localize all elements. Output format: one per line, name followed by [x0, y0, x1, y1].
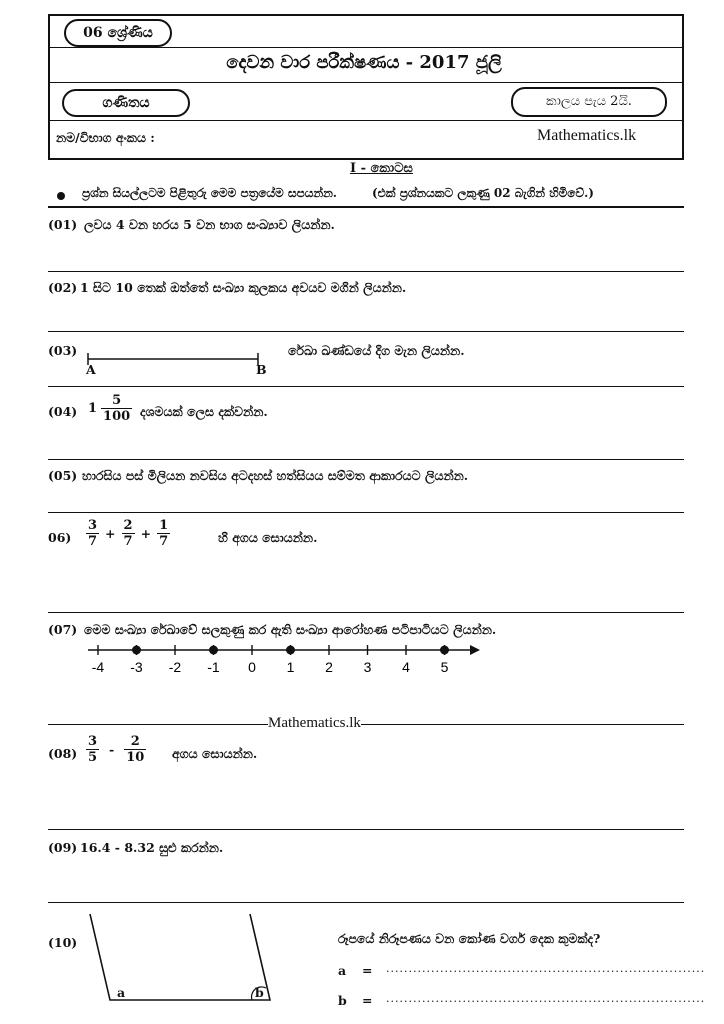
answer-line [48, 512, 684, 513]
point-a-label: A [86, 362, 96, 377]
answer-line [48, 724, 684, 725]
answer-b-dots: ....................................................................... [386, 992, 706, 1005]
answer-line [48, 271, 684, 272]
q06-expression [86, 518, 170, 549]
q06-f3-num: 1 [159, 518, 169, 533]
instruction: ප්‍රශ්න සියල්ලටම පිළිතුරු මෙම පත්‍රයේම සපයන්න. [82, 186, 337, 200]
q04-whole: 1 [88, 401, 98, 416]
q02-text: 1 සිට 10 තෙක් ඔත්තේ සංඛ්‍යා කුලකය අවයව මගින් ලියන්න. [80, 280, 407, 295]
number-line-label: 2 [325, 659, 333, 675]
q08-expression [86, 734, 146, 765]
q06-text: හි අගය සොයන්න. [218, 530, 318, 545]
number-line-label: -2 [168, 659, 182, 675]
q04-mixed-number [88, 393, 132, 424]
parallelogram-figure [80, 908, 280, 1018]
q09-number: (09) [48, 840, 78, 855]
answer-a-label: a [338, 963, 347, 978]
q08-f2-den: 10 [126, 750, 145, 765]
number-line-label: 3 [363, 659, 372, 675]
number-line-label: 5 [440, 659, 449, 675]
plus-sign: + [105, 526, 116, 541]
number-line-marked-point [286, 646, 295, 655]
number-line-label: -4 [91, 659, 105, 675]
q08-f2-num: 2 [130, 734, 140, 749]
plus-sign: + [140, 526, 152, 541]
q06-f1-num: 3 [88, 518, 98, 533]
number-line [82, 638, 492, 680]
q08-f1-num: 3 [88, 734, 98, 749]
q04-denominator: 100 [103, 409, 131, 424]
watermark-logo: Mathematics.lk [268, 715, 361, 731]
angle-a-label: a [117, 985, 126, 1000]
number-line-marked-point [209, 646, 218, 655]
q06-f3-den: 7 [159, 534, 169, 549]
q10-number: (10) [48, 935, 78, 950]
answer-line [48, 459, 684, 460]
exam-title: දෙවන වාර පරීක්ෂණය - 2017 ජූලි [226, 52, 502, 73]
number-line-label: 0 [248, 659, 256, 675]
q01-text: ලවය 4 වන හරය 5 වන භාග සංඛ්‍යාව ලියන්න. [84, 217, 335, 232]
answer-line [48, 386, 684, 387]
number-line-label: -3 [130, 659, 143, 675]
q06-f1-den: 7 [88, 534, 98, 549]
q03-text: රේඛා ඛණ්ඩයේ දිග මැන ලියන්න. [288, 343, 465, 358]
instruction-marks: (එක් ප්‍රශ්නයකට ලකුණු 02 බැගින් හිමිවේ.) [372, 186, 594, 200]
q04-text: දශමයක් ලෙස දක්වන්න. [140, 404, 268, 419]
section-title: I - කොටස [350, 161, 413, 176]
bullet-icon [57, 192, 65, 200]
number-line-label: -1 [207, 659, 220, 675]
q07-number: (07) [48, 622, 78, 637]
answer-b-eq: = [362, 993, 373, 1008]
name-label: නම/විභාග අංකය : [56, 130, 155, 145]
subject-badge: ගණිතය [62, 89, 190, 117]
q08-text: අගය සොයන්න. [172, 746, 258, 761]
q03-number: (03) [48, 343, 78, 358]
line-segment-ab [84, 350, 264, 370]
number-line-label: 1 [286, 659, 295, 675]
number-line-label: 4 [402, 659, 410, 675]
q08-f1-den: 5 [88, 750, 98, 765]
q10-text: රූපයේ නිරූපණය වන කෝණ වර්ග දෙක කුමක්ද? [338, 931, 601, 946]
answer-line [48, 829, 684, 830]
minus-sign: - [109, 742, 115, 757]
q01-number: (01) [48, 217, 78, 232]
q06-f2-num: 2 [123, 518, 133, 533]
watermark-logo: Mathematics.lk [537, 127, 637, 144]
grade-badge: 06 ශ්‍රේණිය [64, 19, 172, 47]
point-b-label: B [256, 362, 267, 377]
answer-line [48, 331, 684, 332]
q06-number: 06) [48, 530, 72, 545]
q06-f2-den: 7 [123, 534, 133, 549]
answer-line [48, 612, 684, 613]
q02-number: (02) [48, 280, 78, 295]
number-line-marked-point [440, 646, 449, 655]
q08-number: (08) [48, 746, 78, 761]
arrow-head-icon [470, 645, 480, 655]
number-line-marked-point [132, 646, 141, 655]
answer-a-eq: = [362, 963, 373, 978]
q05-text: හාරසිය පස් මිලියන නවසිය අටදහස් හත්සියය සම්මත ආකාරයට ලියන්න. [82, 468, 469, 483]
q07-text: මෙම සංඛ්‍යා රේඛාවේ සලකුණු කර ඇති සංඛ්‍යා ආරෝහණ පටිපාටියට ලියන්න. [84, 622, 497, 637]
answer-line [48, 902, 684, 903]
q09-text: 16.4 - 8.32 සුළු කරන්න. [80, 840, 224, 855]
answer-b-label: b [338, 993, 347, 1008]
q04-numerator: 5 [112, 393, 122, 408]
q05-number: (05) [48, 468, 78, 483]
q04-fraction [101, 393, 132, 424]
answer-a-dots: ....................................................................... [386, 962, 706, 975]
time-badge: කාලය පැය 2යි. [511, 87, 667, 117]
angle-b-label: b [255, 985, 264, 1000]
q04-number: (04) [48, 404, 78, 419]
